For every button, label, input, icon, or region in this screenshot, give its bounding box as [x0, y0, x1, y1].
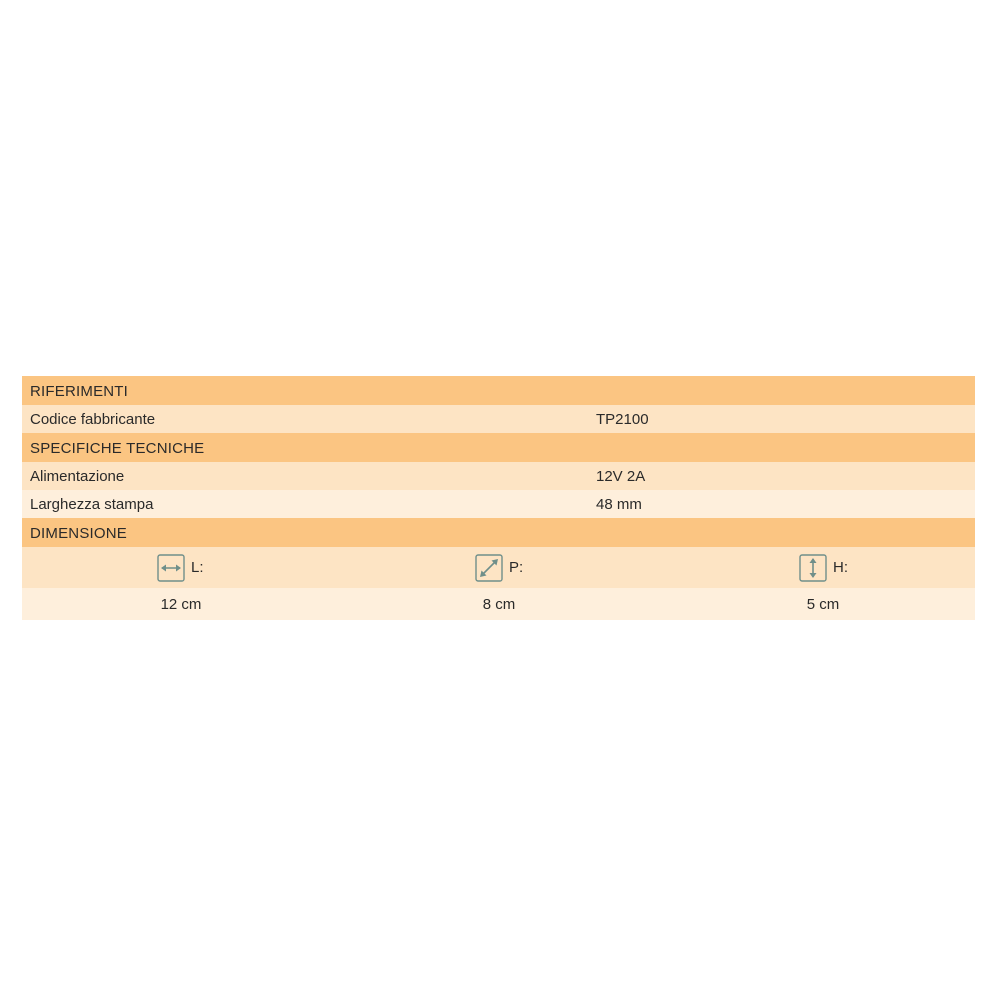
section-title: DIMENSIONE — [30, 525, 128, 542]
spec-table — [22, 376, 975, 620]
width-arrows-icon — [157, 554, 185, 582]
spec-row-larghezza-stampa — [22, 490, 975, 518]
spec-row-alimentazione — [22, 462, 975, 490]
dimension-label: P: — [509, 559, 524, 576]
dimension-icons-row — [22, 547, 975, 588]
dimension-height — [799, 547, 848, 588]
dimension-label: L: — [191, 559, 204, 576]
section-title: RIFERIMENTI — [30, 383, 129, 400]
section-header-dimensione — [22, 518, 975, 547]
spec-label: Codice fabbricante — [30, 411, 156, 428]
section-header-specifiche — [22, 433, 975, 462]
section-header-riferimenti — [22, 376, 975, 405]
dimension-value-width: 12 cm — [160, 596, 202, 613]
height-arrows-icon — [799, 554, 827, 582]
spec-value: 12V 2A — [596, 468, 646, 485]
spec-label: Alimentazione — [30, 468, 125, 485]
dimension-value-height: 5 cm — [806, 596, 840, 613]
dimension-value-depth: 8 cm — [482, 596, 516, 613]
dimension-width — [157, 547, 204, 588]
section-title: SPECIFICHE TECNICHE — [30, 440, 205, 457]
spec-row-codice-fabbricante — [22, 405, 975, 433]
depth-diagonal-arrows-icon — [475, 554, 503, 582]
dimension-depth — [475, 547, 523, 588]
dimension-label: H: — [833, 559, 848, 576]
spec-value: 48 mm — [596, 496, 642, 513]
spec-label: Larghezza stampa — [30, 496, 154, 513]
dimension-values-row — [22, 588, 975, 620]
spec-value: TP2100 — [596, 411, 649, 428]
